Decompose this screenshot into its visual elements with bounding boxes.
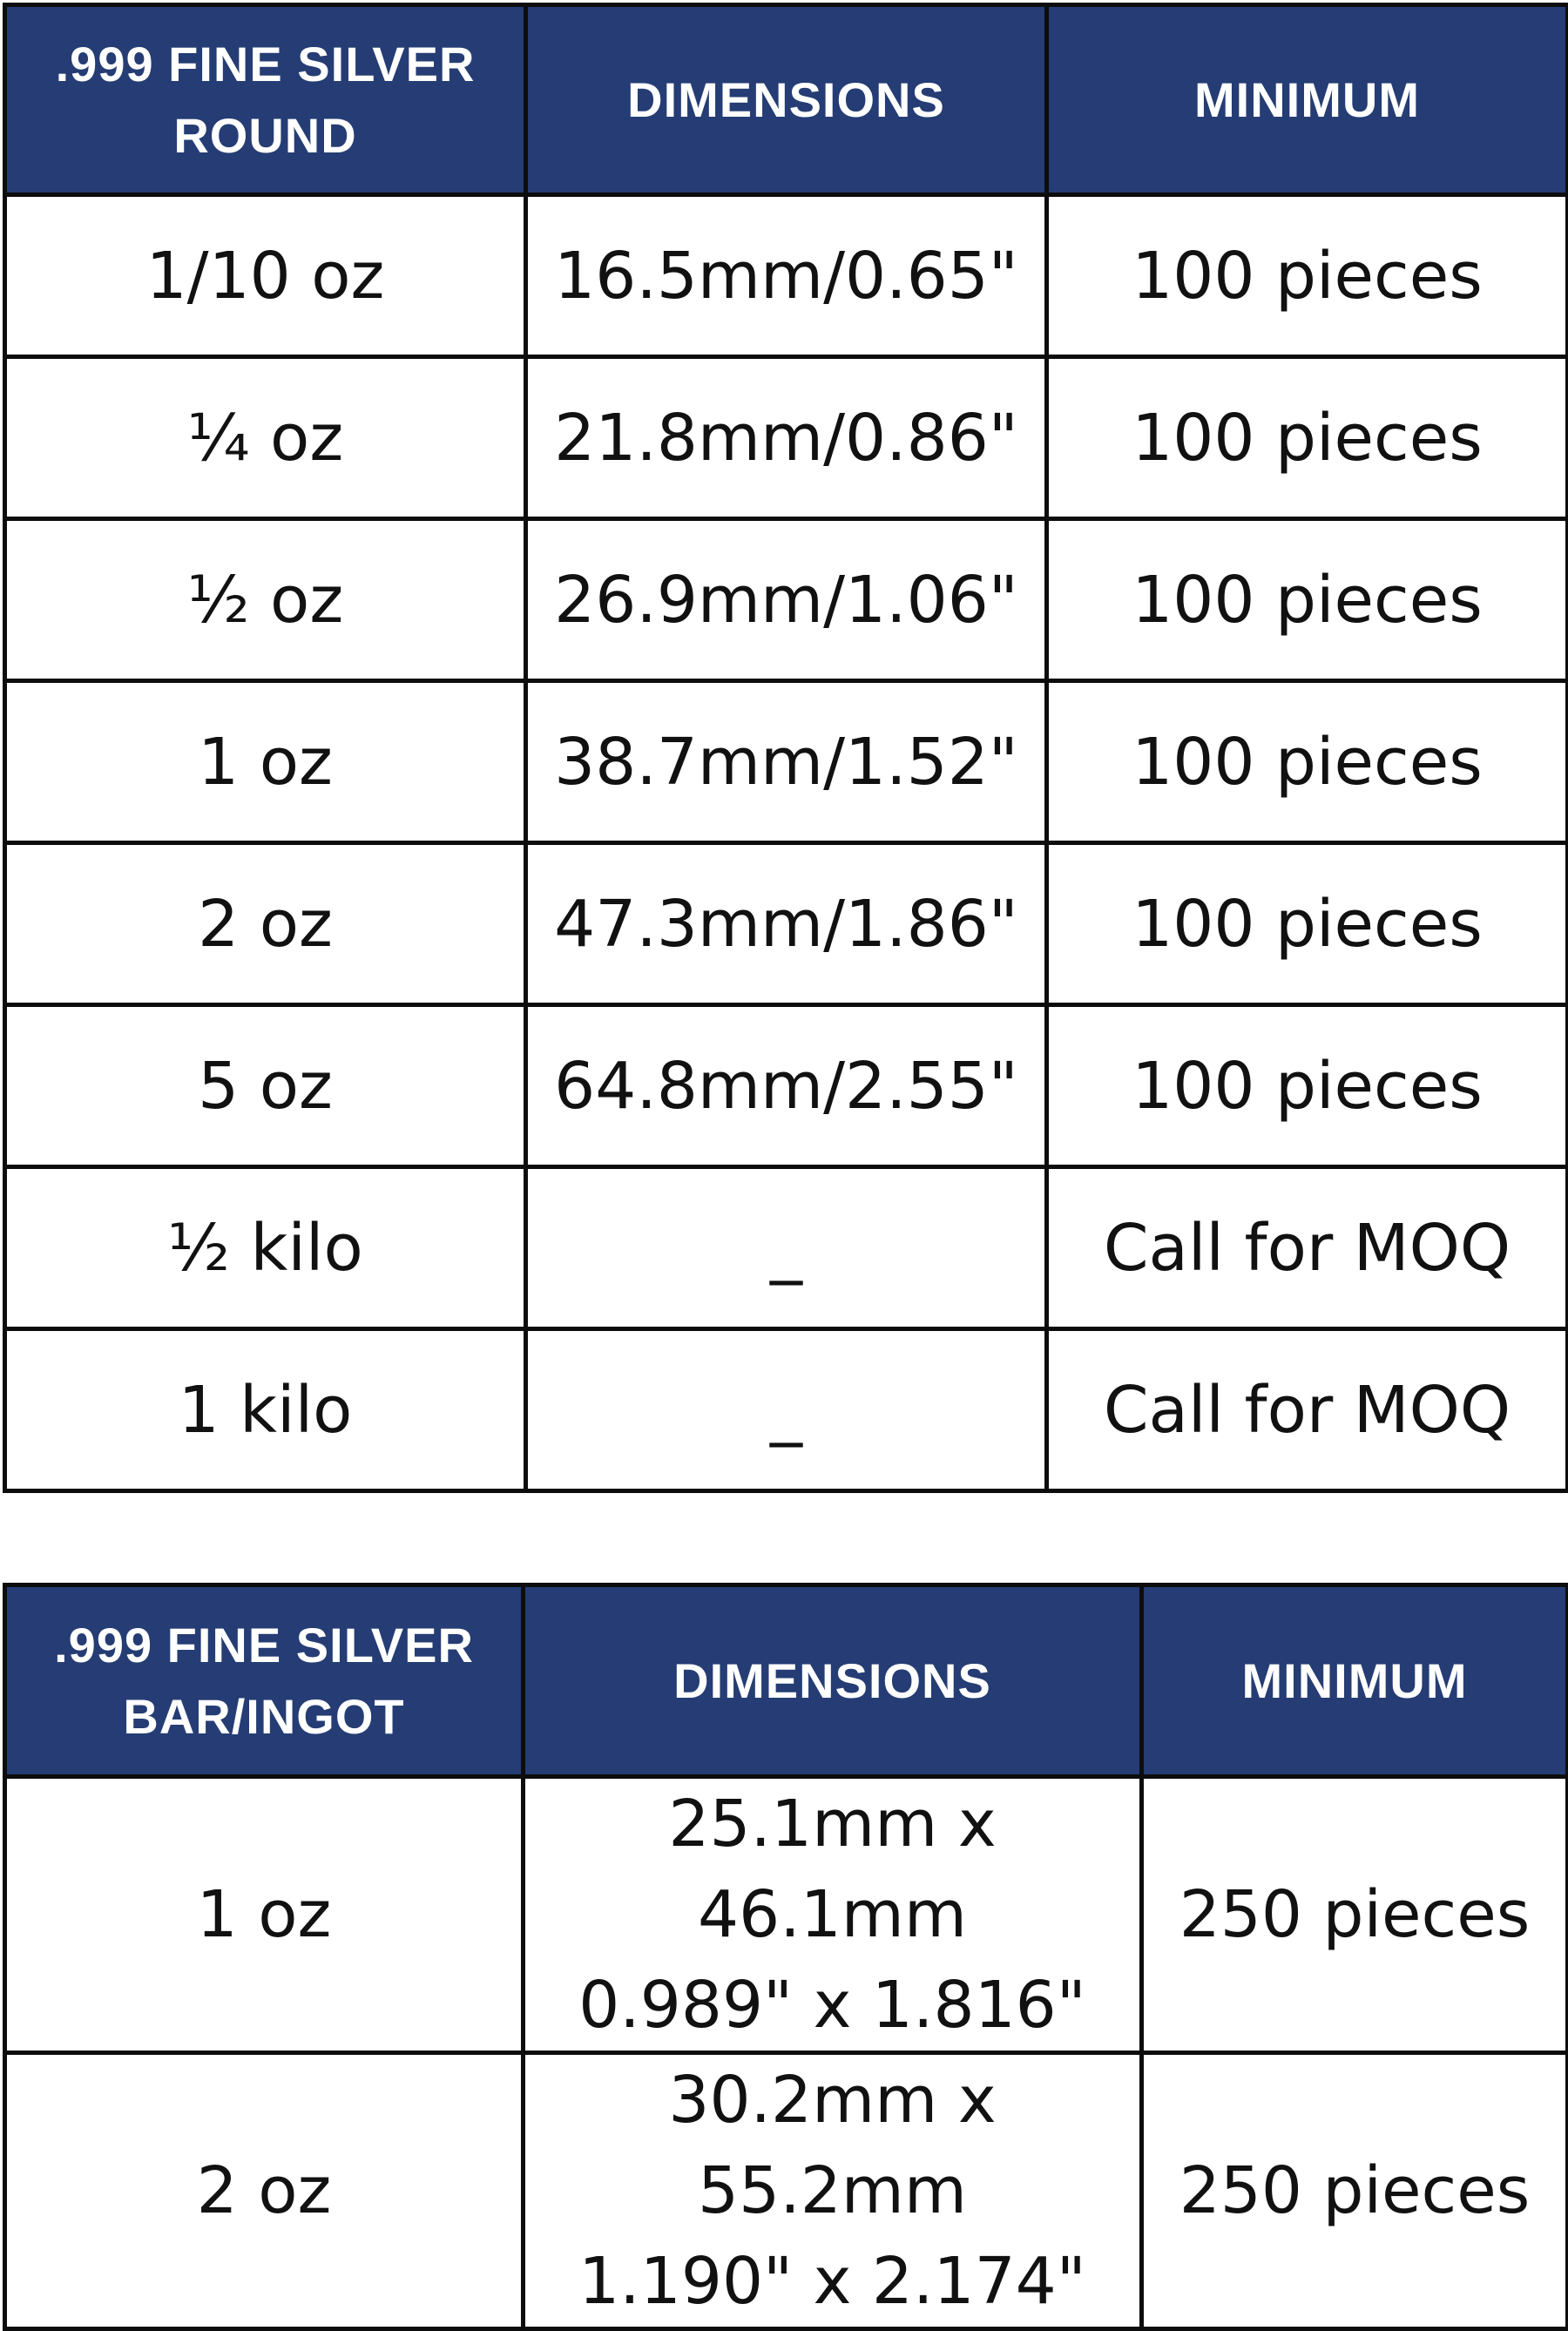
header-dimensions — [524, 1585, 1142, 1777]
table-row — [5, 357, 1568, 519]
table-header-row — [5, 1585, 1568, 1777]
header-line: DIMENSIONS — [627, 71, 945, 127]
minimum-cell: 100 pieces — [1047, 843, 1568, 1005]
silver-rounds-table — [3, 3, 1568, 1493]
silver-bars-table — [3, 1583, 1568, 2331]
minimum-cell: 100 pieces — [1047, 681, 1568, 843]
table-row — [5, 681, 1568, 843]
weight-cell: 5 oz — [5, 1005, 526, 1167]
minimum-cell: Call for MOQ — [1047, 1329, 1568, 1491]
dimensions-cell: 21.8mm/0.86" — [526, 357, 1047, 519]
weight-cell: ½ oz — [5, 519, 526, 681]
minimum-cell: 100 pieces — [1047, 195, 1568, 357]
dimensions-imperial: 0.989" x 1.816" — [578, 1968, 1086, 2043]
table-row — [5, 1167, 1568, 1329]
weight-cell: 2 oz — [5, 843, 526, 1005]
header-line: .999 FINE SILVER — [54, 1617, 474, 1672]
dimensions-cell: 16.5mm/0.65" — [526, 195, 1047, 357]
header-line: ROUND — [173, 107, 357, 163]
minimum-cell: 100 pieces — [1047, 357, 1568, 519]
header-line: MINIMUM — [1194, 71, 1420, 127]
header-line: BAR/INGOT — [123, 1688, 405, 1744]
minimum-cell: 250 pieces — [1142, 1777, 1568, 2053]
dimensions-metric: 30.2mm x 55.2mm — [668, 2063, 997, 2228]
weight-cell: ¼ oz — [5, 357, 526, 519]
weight-cell: 1 oz — [5, 1777, 524, 2053]
dimensions-metric: 25.1mm x 46.1mm — [668, 1787, 997, 1952]
header-line: MINIMUM — [1241, 1652, 1468, 1708]
header-product — [5, 1585, 524, 1777]
weight-cell: 2 oz — [5, 2053, 524, 2329]
weight-cell: 1/10 oz — [5, 195, 526, 357]
minimum-cell: 100 pieces — [1047, 1005, 1568, 1167]
header-line: .999 FINE SILVER — [55, 36, 476, 91]
table-row — [5, 843, 1568, 1005]
minimum-cell: 100 pieces — [1047, 519, 1568, 681]
dimensions-cell: _ — [526, 1167, 1047, 1329]
table-row — [5, 519, 1568, 681]
header-minimum — [1142, 1585, 1568, 1777]
dimensions-cell: 26.9mm/1.06" — [526, 519, 1047, 681]
header-minimum — [1047, 5, 1568, 195]
header-product — [5, 5, 526, 195]
dimensions-cell: 38.7mm/1.52" — [526, 681, 1047, 843]
table-row — [5, 1329, 1568, 1491]
table-row — [5, 1777, 1568, 2053]
weight-cell: ½ kilo — [5, 1167, 526, 1329]
dimensions-cell: 47.3mm/1.86" — [526, 843, 1047, 1005]
weight-cell: 1 kilo — [5, 1329, 526, 1491]
table-header-row — [5, 5, 1568, 195]
table-row — [5, 1005, 1568, 1167]
dimensions-cell — [524, 1777, 1142, 2053]
weight-cell: 1 oz — [5, 681, 526, 843]
dimensions-cell: _ — [526, 1329, 1047, 1491]
dimensions-imperial: 1.190" x 2.174" — [578, 2244, 1086, 2319]
table-row — [5, 195, 1568, 357]
header-line: DIMENSIONS — [673, 1652, 991, 1708]
minimum-cell: Call for MOQ — [1047, 1167, 1568, 1329]
dimensions-cell: 64.8mm/2.55" — [526, 1005, 1047, 1167]
table-row — [5, 2053, 1568, 2329]
dimensions-cell — [524, 2053, 1142, 2329]
minimum-cell: 250 pieces — [1142, 2053, 1568, 2329]
header-dimensions — [526, 5, 1047, 195]
